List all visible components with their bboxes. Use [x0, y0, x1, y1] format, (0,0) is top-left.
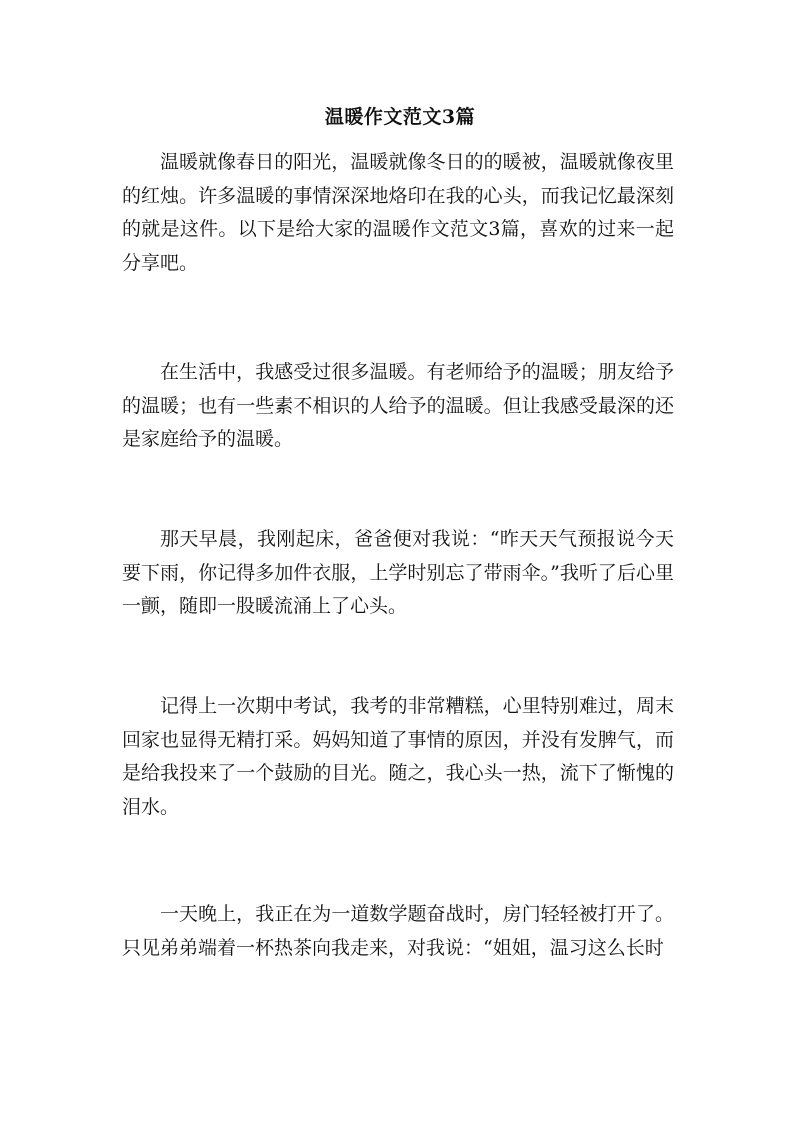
paragraph-intro: 温暖就像春日的阳光，温暖就像冬日的的暖被，温暖就像夜里的红烛。许多温暖的事情深深地烙印在我的心头，而我记忆最深刻的就是这件。以下是给大家的温暖作文范文3篇，喜欢的过来一起分享吧。 [122, 151, 674, 274]
document-title: 温暖作文范文3篇 [324, 106, 476, 128]
paragraph-mother: 记得上一次期中考试，我考的非常糟糕，心里特别难过，周末回家也显得无精打采。妈妈知道了事情的原因，并没有发脾气，而是给我投来了一个鼓励的目光。随之，我心头一热，流下了惭愧的泪水。 [122, 695, 674, 818]
paragraph-brother: 一天晚上，我正在为一道数学题奋战时，房门轻轻被打开了。只见弟弟端着一杯热茶向我走来，对我说：“姐姐，温习这么长时 [122, 903, 674, 959]
paragraph-life-warmth: 在生活中，我感受过很多温暖。有老师给予的温暖；朋友给予的温暖；也有一些素不相识的人给予的温暖。但让我感受最深的还是家庭给予的温暖。 [122, 361, 674, 450]
paragraph-father: 那天早晨，我刚起床，爸爸便对我说：“昨天天气预报说今天要下雨，你记得多加件衣服，上学时别忘了带雨伞。”我听了后心里一颤，随即一股暖流涌上了心头。 [122, 528, 674, 617]
